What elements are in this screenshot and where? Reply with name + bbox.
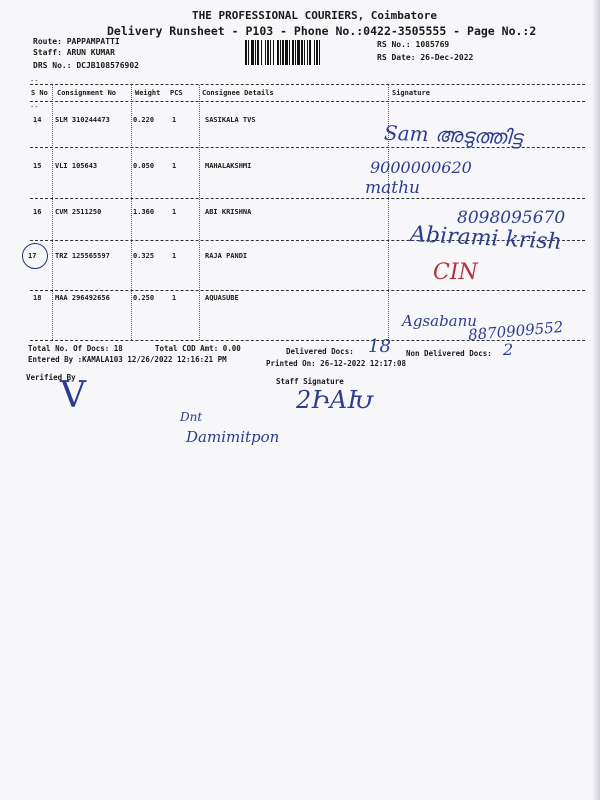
dash-marker: --	[30, 103, 39, 111]
row-consignment: CVM 2511250	[55, 208, 102, 216]
route-label: Route: PAPPAMPATTI	[33, 37, 120, 46]
row-rule	[30, 198, 585, 199]
col-pcs: PCS	[170, 89, 183, 97]
header-rule	[30, 101, 585, 102]
verified-mark: V	[60, 375, 86, 416]
printed-on: Printed On: 26-12-2022 12:17:08	[266, 359, 406, 368]
barcode	[245, 40, 369, 65]
table-top-rule	[30, 84, 585, 85]
row-weight: 0.325	[133, 252, 155, 260]
col-signature: Signature	[392, 89, 430, 97]
col-sno: S No	[31, 89, 48, 97]
total-cod: Total COD Amt: 0.00	[155, 344, 241, 353]
name-row-15: mathu	[365, 178, 420, 198]
non-delivered-docs-label: Non Delivered Docs:	[406, 349, 492, 358]
staff-label: Staff: ARUN KUMAR	[33, 48, 115, 57]
row-pcs: 1	[172, 162, 177, 170]
non-delivered-count: 2	[503, 340, 514, 359]
row-consignment: SLM 310244473	[55, 116, 110, 124]
barcode-bar	[320, 40, 322, 65]
extra-signature: Damimitpon	[186, 428, 280, 446]
row-consignee: RAJA PANDI	[205, 252, 248, 260]
entered-by: Entered By :KAMALA103 12/26/2022 12:16:21 PM	[28, 355, 227, 364]
name-row-18: Agsabanu	[402, 312, 477, 330]
phone-row-18: 8870909552	[467, 317, 565, 345]
row-consignee: SASIKALA TVS	[205, 116, 256, 124]
drs-number: DRS No.: DCJB108576902	[33, 61, 139, 70]
staff-signature-label: Staff Signature	[276, 377, 344, 386]
row-sno: 16	[33, 208, 42, 216]
row-weight: 0.220	[133, 116, 155, 124]
signature-row-17: CIN	[433, 260, 478, 285]
column-divider	[199, 85, 200, 340]
page-edge	[592, 0, 600, 800]
delivered-count: 18	[368, 336, 391, 357]
col-consignee: Consignee Details	[202, 89, 274, 97]
column-divider	[131, 85, 132, 340]
row-consignee: MAHALAKSHMI	[205, 162, 252, 170]
extra-note: Dnt	[180, 410, 203, 424]
signature-row-14: Sam അടുത്തിട്ട	[383, 120, 523, 150]
row-consignment: TRZ 125565597	[55, 252, 110, 260]
row-consignee: AQUASUBE	[205, 294, 239, 302]
row-consignee: ABI KRISHNA	[205, 208, 252, 216]
row-sno: 14	[33, 116, 42, 124]
row-weight: 0.050	[133, 162, 155, 170]
staff-signature: 2ԻAԽ	[296, 386, 374, 414]
runsheet-title: Delivery Runsheet - P103 - Phone No.:0422-3505555 - Page No.:2	[107, 24, 537, 38]
row-rule	[30, 290, 585, 291]
col-weight: Weight	[135, 89, 161, 97]
column-divider	[52, 85, 53, 340]
phone-row-15: 9000000620	[370, 158, 472, 177]
row-pcs: 1	[172, 116, 177, 124]
total-docs: Total No. Of Docs: 18	[28, 344, 123, 353]
row-pcs: 1	[172, 294, 177, 302]
company-name: THE PROFESSIONAL COURIERS, Coimbatore	[192, 9, 438, 22]
row-sno: 18	[33, 294, 42, 302]
verified-by-label: Verified By	[26, 373, 76, 382]
row-consignment: MAA 296492656	[55, 294, 110, 302]
row-weight: 0.250	[133, 294, 155, 302]
row-weight: 1.360	[133, 208, 155, 216]
delivered-docs-label: Delivered Docs:	[286, 347, 354, 356]
row-pcs: 1	[172, 252, 177, 260]
col-consignment: Consignment No	[57, 89, 117, 97]
rs-number: RS No.: 1085769	[377, 40, 450, 49]
row-consignment: VLI 105643	[55, 162, 98, 170]
name-row-16: Abirami krish	[409, 222, 563, 255]
phone-row-16: 8098095670	[457, 208, 566, 228]
row-pcs: 1	[172, 208, 177, 216]
row-sno: 17	[28, 252, 37, 260]
dash-marker: --	[30, 77, 39, 85]
rs-date: RS Date: 26-Dec-2022	[377, 53, 474, 62]
row-sno: 15	[33, 162, 42, 170]
